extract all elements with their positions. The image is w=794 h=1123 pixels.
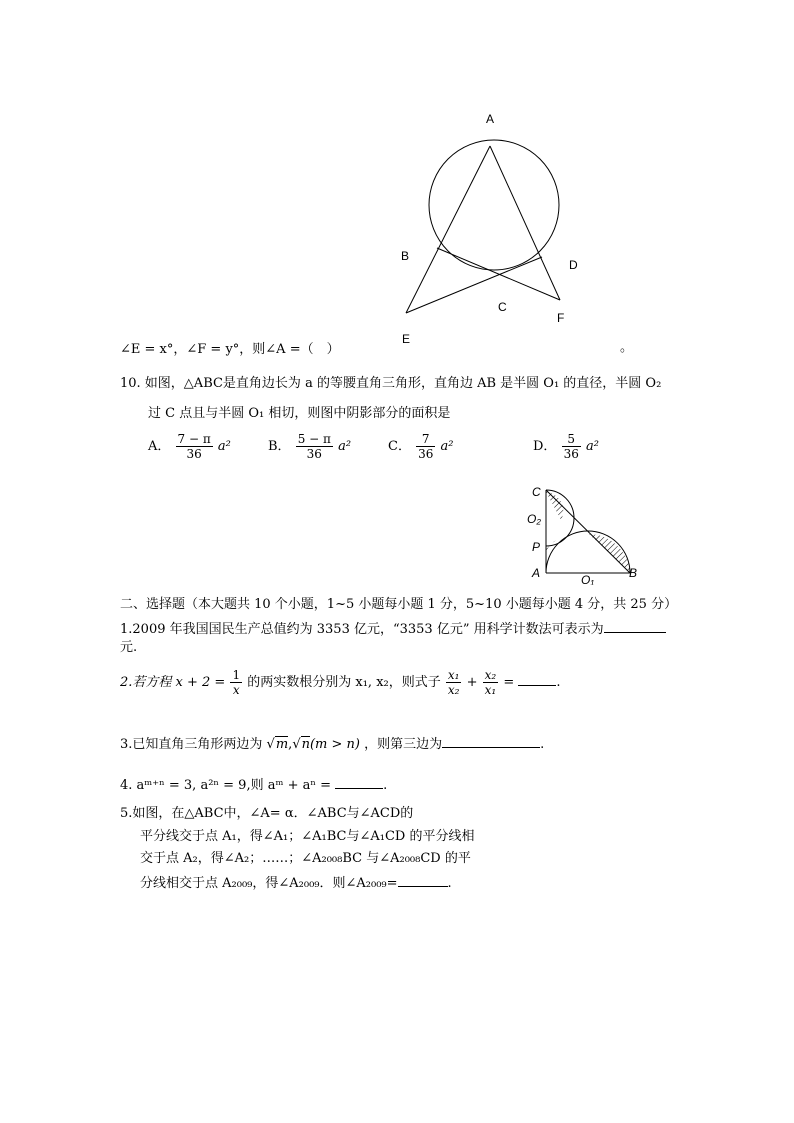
label-b: B <box>401 249 410 263</box>
shaded-region-top <box>546 492 563 520</box>
q2-end: . <box>556 675 561 690</box>
q10-option-d[interactable] <box>533 432 599 461</box>
q3-post: ，则第三边为 <box>364 737 443 752</box>
circle <box>429 140 559 270</box>
label-b: B <box>629 566 638 580</box>
q2-line <box>120 668 561 697</box>
option-tail: a² <box>440 439 454 454</box>
label-c: C <box>498 300 507 314</box>
label-a: A <box>532 566 541 580</box>
q4-line <box>120 776 387 794</box>
segment-ae <box>406 146 490 313</box>
q4-end: . <box>383 778 388 793</box>
option-letter: C． <box>388 439 411 454</box>
segment-af <box>490 146 560 300</box>
q2-f2-den: x₁ <box>484 683 497 697</box>
q5-answer-blank[interactable] <box>398 874 448 887</box>
q10-option-a[interactable] <box>148 432 231 461</box>
q2-frac-num: 1 <box>232 668 241 682</box>
q3-n: n <box>301 737 310 752</box>
figure-circle-triangle <box>390 105 590 350</box>
q2-eq: = <box>503 675 515 690</box>
figure-semicircles <box>525 480 645 585</box>
q2-f1-den: x₂ <box>447 683 460 697</box>
label-o2: O₂ <box>527 512 541 526</box>
q10-option-c[interactable] <box>388 432 453 461</box>
q3-cond: (m > n) <box>309 737 360 752</box>
option-letter: D． <box>533 439 557 454</box>
option-letter: B． <box>268 439 291 454</box>
q5-line4 <box>140 874 452 892</box>
q1-line2: 元. <box>120 640 138 655</box>
q2-mid: 的两实数根分别为 x₁, x₂，则式子 <box>247 675 441 690</box>
q3-line <box>120 735 544 753</box>
q5-end: . <box>447 876 452 891</box>
option-tail: a² <box>217 439 231 454</box>
option-den: 36 <box>418 447 434 461</box>
segment-ed <box>406 257 542 313</box>
label-c: C <box>532 485 541 499</box>
label-p: P <box>532 540 541 554</box>
option-tail: a² <box>338 439 352 454</box>
q10-option-b[interactable] <box>268 432 351 461</box>
label-d: D <box>569 258 578 272</box>
option-tail: a² <box>586 439 599 454</box>
option-den: 36 <box>306 447 322 461</box>
q2-pre: 2.若方程 x + 2 = <box>120 675 226 690</box>
q4-answer-blank[interactable] <box>335 776 383 789</box>
q2-f1-num: x₁ <box>447 668 460 682</box>
q2-f2-num: x₂ <box>484 668 497 682</box>
label-a: A <box>486 112 495 126</box>
q5-line4-text: 分线相交于点 A₂₀₀₉，得∠A₂₀₀₉．则∠A₂₀₀₉= <box>140 876 398 891</box>
option-num: 5 − π <box>297 432 331 446</box>
option-den: 36 <box>186 447 202 461</box>
q9-end-mark: 。 <box>620 340 634 355</box>
q5-line1: 5.如图，在△ABC中，∠A= α．∠ABC与∠ACD的 <box>120 806 414 821</box>
q3-answer-blank[interactable] <box>442 735 540 748</box>
option-num: 7 − π <box>177 432 211 446</box>
q2-answer-blank[interactable] <box>518 673 556 686</box>
option-num: 7 <box>416 432 435 447</box>
sqrt-m: √m <box>266 737 289 752</box>
q2-plus: + <box>466 675 478 690</box>
q10-line1: 10. 如图，△ABC是直角边长为 a 的等腰直角三角形，直角边 AB 是半圆 O₁ 的直径，半圆 O₂ <box>120 376 662 391</box>
sqrt-n: √n <box>292 737 310 752</box>
section2-heading: 二、选择题（本大题共 10 个小题，1~5 小题每小题 1 分，5~10 小题每小题 4 分，共 25 分） <box>120 597 678 612</box>
q9-tail: ∠E = x°，∠F = y°，则∠A =（ ） <box>120 342 340 357</box>
q1-text: 1.2009 年我国国民生产总值约为 3353 亿元，“3353 亿元” 用科学计数法可表示为 <box>120 622 604 637</box>
q5-line2: 平分线交于点 A₁，得∠A₁；∠A₁BC与∠A₁CD 的平分线相 <box>140 829 475 844</box>
label-f: F <box>557 311 565 325</box>
q3-m: m <box>275 737 289 752</box>
q4-text: 4. aᵐ⁺ⁿ = 3, a²ⁿ = 9,则 aᵐ + aⁿ = <box>120 778 331 793</box>
option-den: 36 <box>563 447 579 461</box>
q10-line2: 过 C 点且与半圆 O₁ 相切，则图中阴影部分的面积是 <box>148 406 451 421</box>
q3-pre: 3.已知直角三角形两边为 <box>120 737 263 752</box>
label-e: E <box>402 332 411 346</box>
option-letter: A． <box>148 439 171 454</box>
q1-answer-blank[interactable] <box>604 620 666 633</box>
q1-line1 <box>120 620 666 638</box>
label-o1: O₁ <box>581 573 595 585</box>
option-num: 5 <box>562 432 581 447</box>
q3-end: . <box>540 737 545 752</box>
q5-line3: 交于点 A₂，得∠A₂；……；∠A₂₀₀₈BC 与∠A₂₀₀₈CD 的平 <box>140 851 471 866</box>
q3-sep: , <box>288 737 293 752</box>
q2-frac-den: x <box>232 683 240 697</box>
